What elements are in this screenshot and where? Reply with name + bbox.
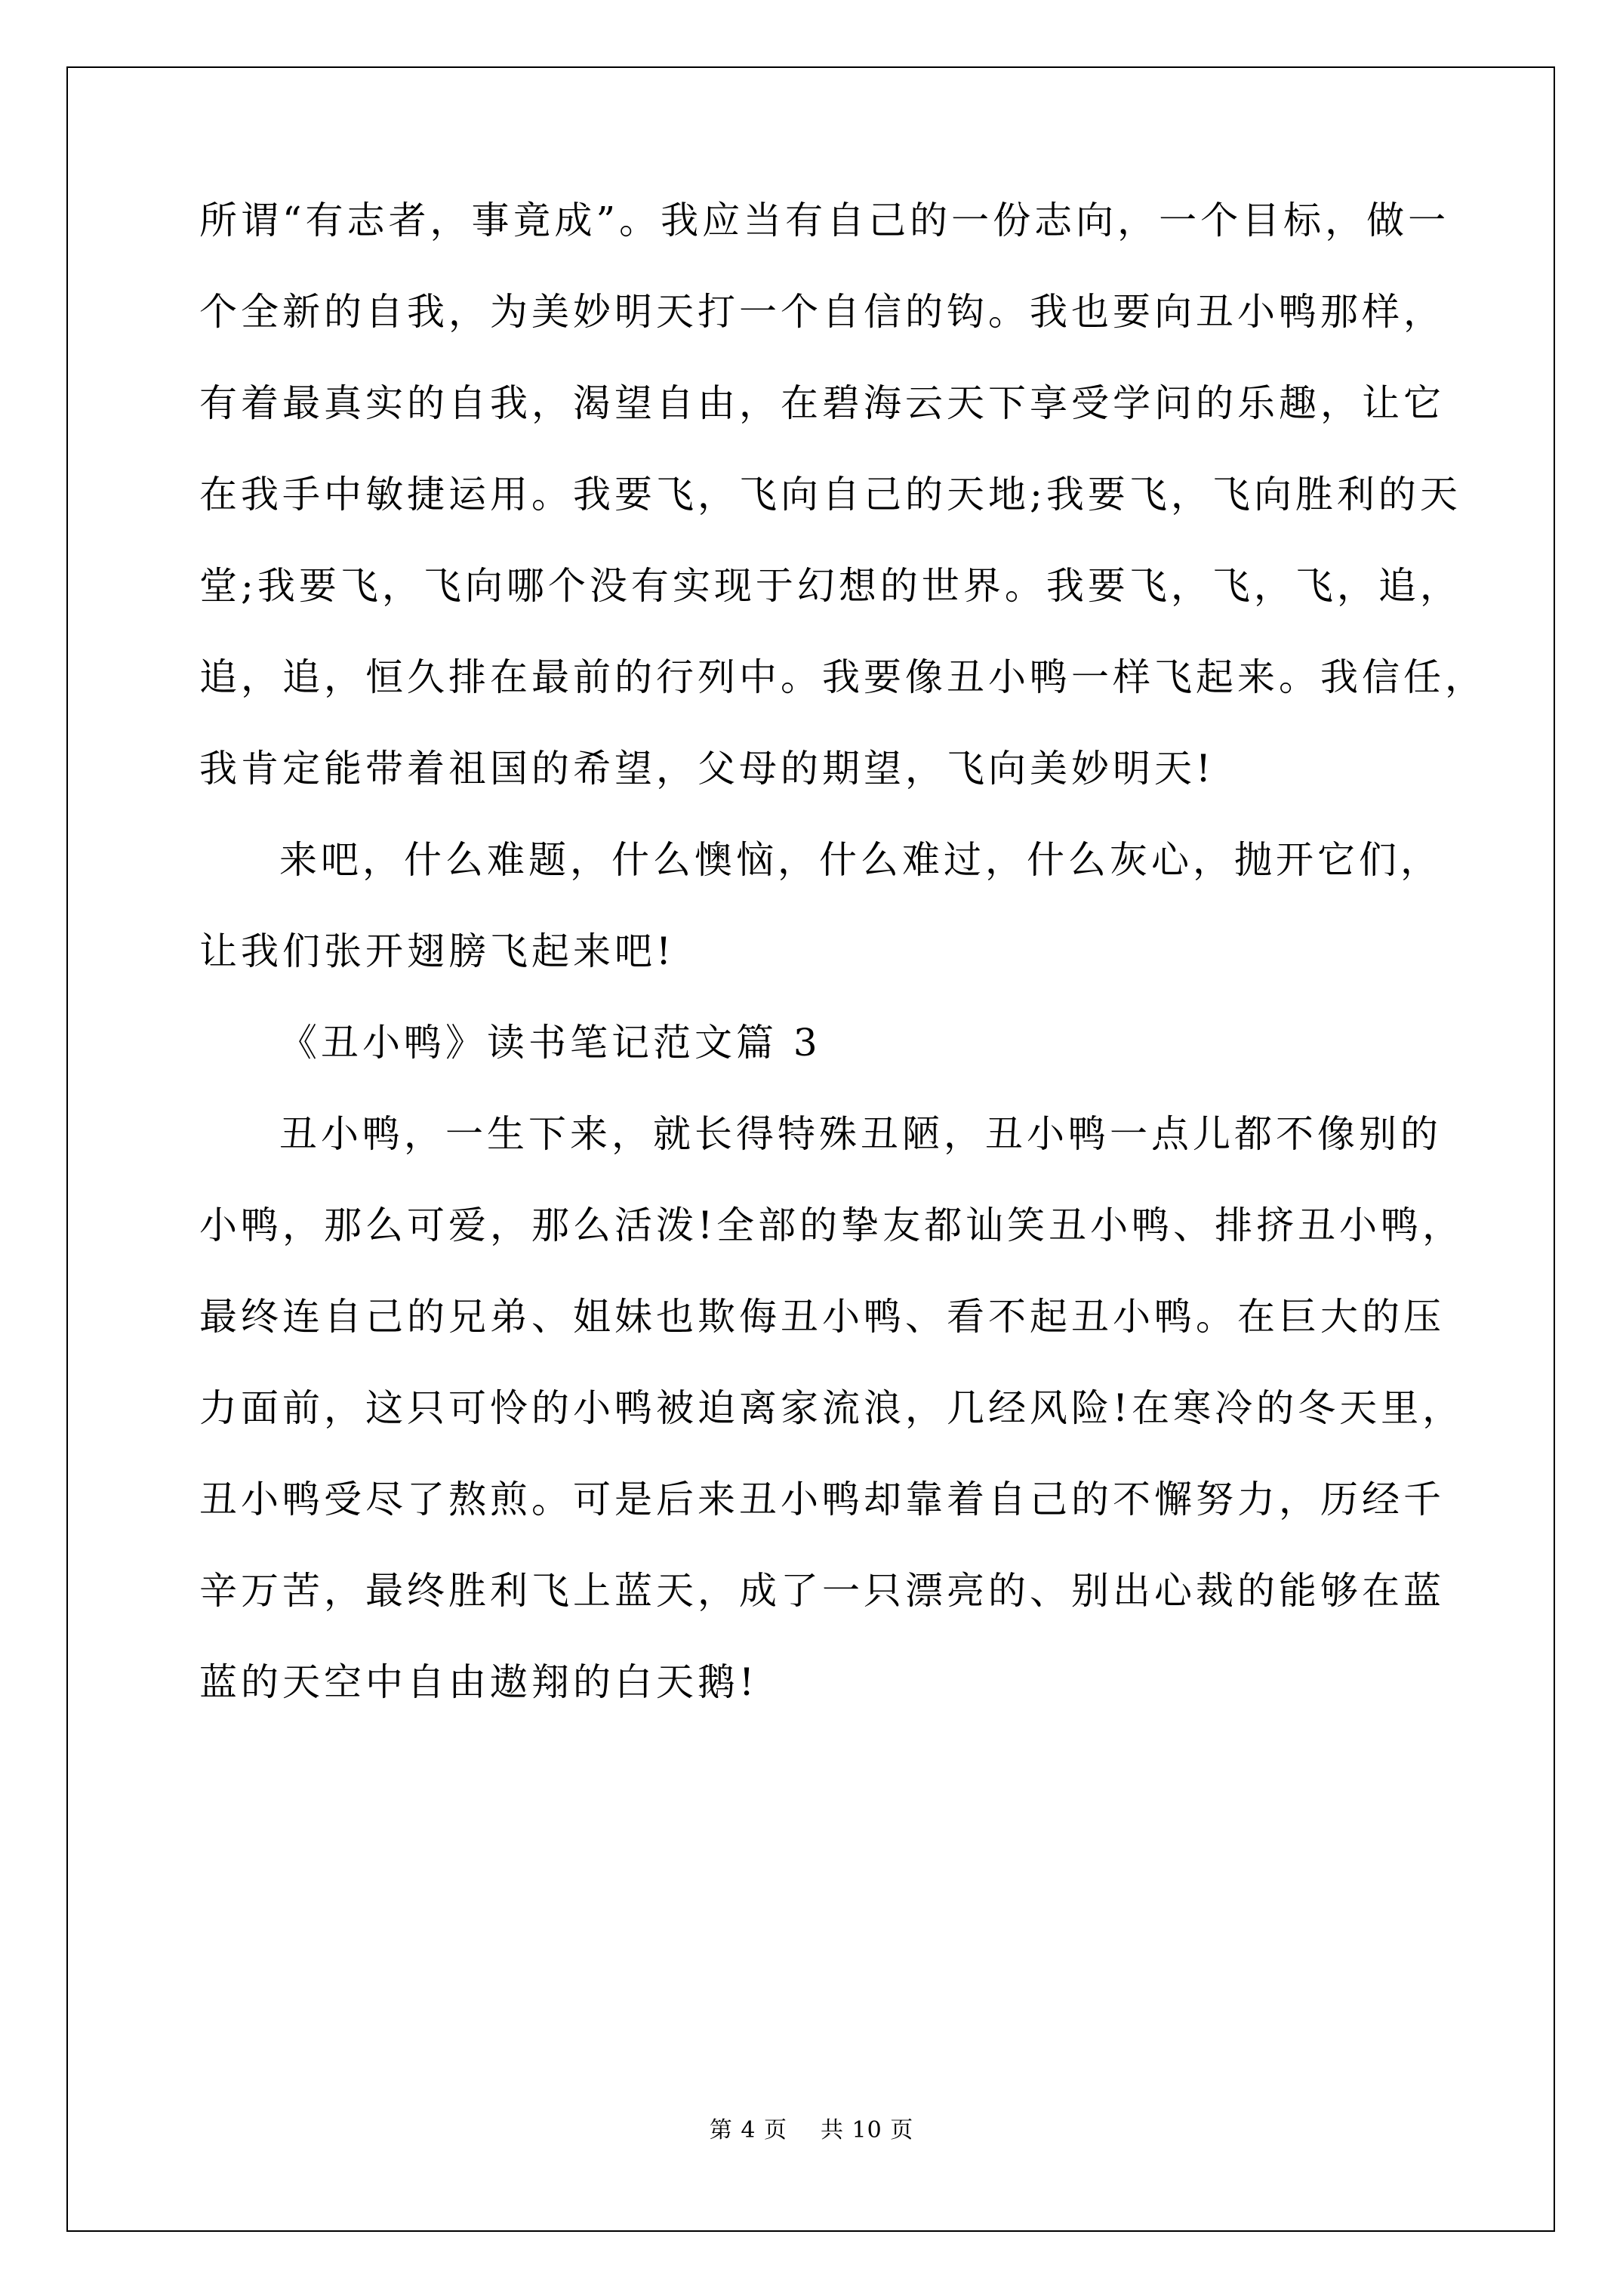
body-line: 最终连自己的兄弟、姐妹也欺侮丑小鸭、看不起丑小鸭。在巨大的压 [199, 1295, 1445, 1339]
body-line: 追，追，恒久排在最前的行列中。我要像丑小鸭一样飞起来。我信任， [199, 655, 1486, 699]
body-line: 丑小鸭受尽了熬煎。可是后来丑小鸭却靠着自己的不懈努力，历经千 [199, 1478, 1445, 1521]
body-line: 辛万苦，最终胜利飞上蓝天，成了一只漂亮的、别出心裁的能够在蓝 [199, 1569, 1445, 1613]
body-line: 让我们张开翅膀飞起来吧! [199, 929, 676, 973]
body-line: 个全新的自我，为美妙明天打一个自信的钩。我也要向丑小鸭那样， [199, 290, 1445, 334]
body-line: 我肯定能带着祖国的希望，父母的期望，飞向美妙明天! [199, 747, 1215, 791]
body-line: 小鸭，那么可爱，那么活泼!全部的挚友都讪笑丑小鸭、排挤丑小鸭， [199, 1203, 1464, 1247]
paragraph-start-line: 丑小鸭，一生下来，就长得特殊丑陋，丑小鸭一点儿都不像别的 [279, 1112, 1442, 1156]
page-number: 第 4 页 [709, 2117, 787, 2143]
paragraph-start-line: 来吧，什么难题，什么懊恼，什么难过，什么灰心，抛开它们， [279, 838, 1442, 882]
body-line: 力面前，这只可怜的小鸭被迫离家流浪，几经风险!在寒冷的冬天里， [199, 1386, 1464, 1430]
section-heading: 《丑小鸭》读书笔记范文篇 3 [279, 1021, 821, 1065]
page-footer [0, 2116, 1623, 2146]
body-line: 蓝的天空中自由遨翔的白天鹅! [199, 1660, 759, 1704]
body-line: 有着最真实的自我，渴望自由，在碧海云天下享受学问的乐趣，让它 [199, 381, 1445, 425]
page-total: 共 10 页 [820, 2117, 914, 2143]
body-line: 堂;我要飞，飞向哪个没有实现于幻想的世界。我要飞，飞，飞，追， [199, 564, 1461, 608]
document-body [199, 175, 1486, 1728]
body-line: 在我手中敏捷运用。我要飞，飞向自己的天地;我要飞，飞向胜利的天 [199, 473, 1461, 516]
body-line: 所谓“有志者，事竟成”。我应当有自己的一份志向，一个目标，做一 [199, 199, 1450, 242]
